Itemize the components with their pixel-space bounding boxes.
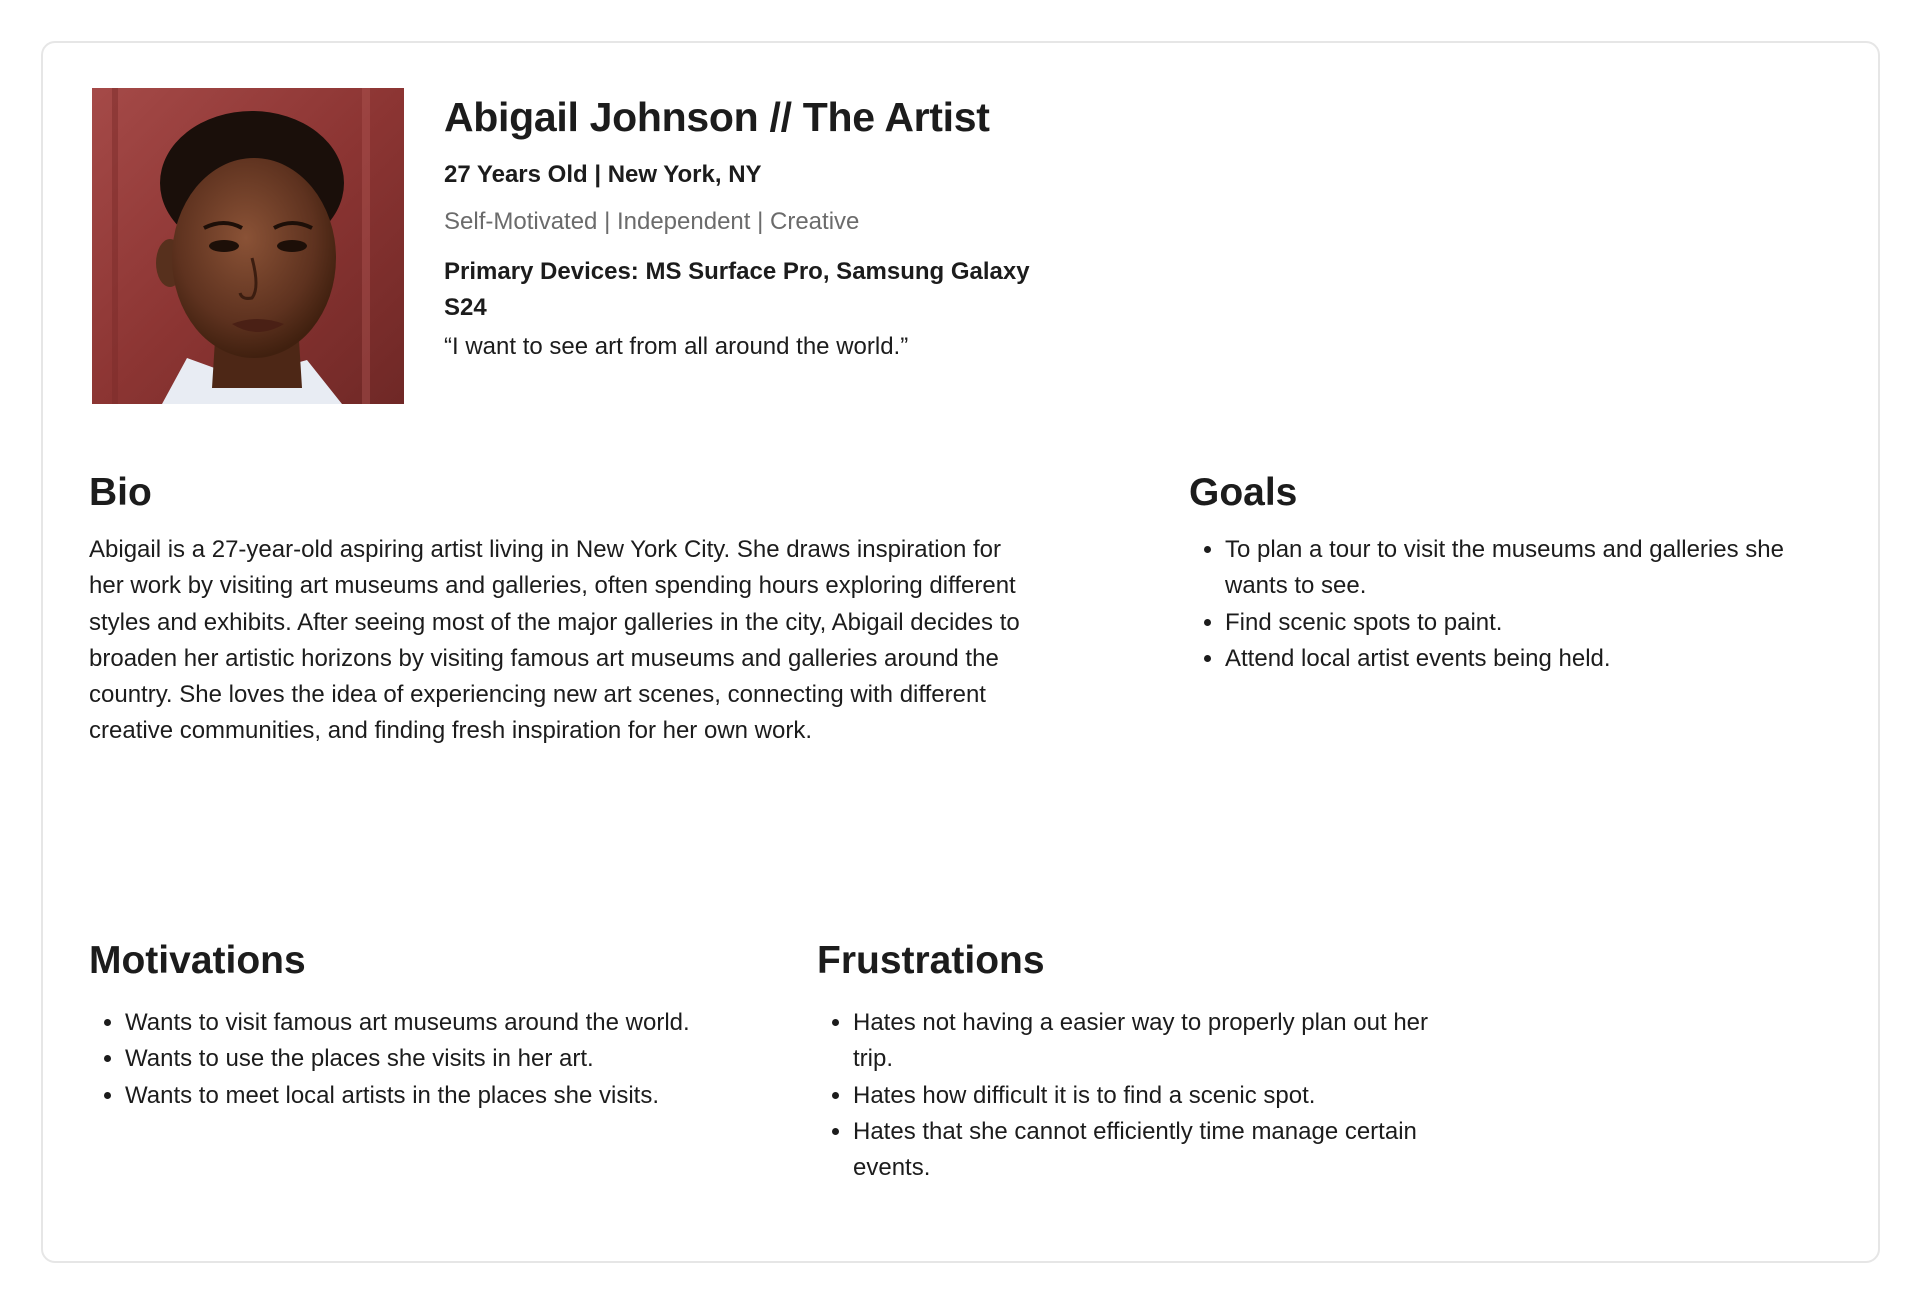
bio-title: Bio: [89, 471, 152, 514]
list-item: • Wants to meet local artists in the places she visits.: [125, 1078, 735, 1114]
motivations-list: [89, 1005, 735, 1114]
list-item: • Hates that she cannot efficiently time manage certain events.: [853, 1114, 1453, 1187]
list-item: • Wants to visit famous art museums around the world.: [125, 1005, 735, 1041]
bio-text: Abigail is a 27-year-old aspiring artist living in New York City. She draws inspiration for her work by visiting art museums and galleries, often spending hours exploring different styles and exhibits. After seeing most of the major galleries in the city, Abigail decides to broaden her artistic horizons by visiting famous art museums and galleries around the country. She loves the idea of experiencing new art scenes, connecting with different creative communities, and finding fresh inspiration for her own work.: [89, 536, 1020, 745]
persona-photo: [92, 88, 404, 404]
persona-age-location: 27 Years Old | New York, NY: [444, 161, 762, 188]
goals-title: Goals: [1189, 471, 1298, 514]
persona-name: Abigail Johnson // The Artist: [444, 94, 990, 140]
list-item: • Find scenic spots to paint.: [1225, 605, 1785, 641]
list-item: • Attend local artist events being held.: [1225, 641, 1785, 677]
motivations-title: Motivations: [89, 939, 306, 982]
persona-devices: Primary Devices: MS Surface Pro, Samsung Galaxy S24: [444, 258, 1030, 321]
persona-traits: Self-Motivated | Independent | Creative: [444, 208, 860, 235]
list-item: • To plan a tour to visit the museums and galleries she wants to see.: [1225, 532, 1785, 605]
list-item: • Wants to use the places she visits in her art.: [125, 1041, 735, 1077]
persona-quote: “I want to see art from all around the world.”: [444, 333, 909, 360]
frustrations-list: [817, 1005, 1453, 1186]
list-item: • Hates not having a easier way to properly plan out her trip.: [853, 1005, 1453, 1078]
goals-list: [1189, 532, 1785, 677]
frustrations-title: Frustrations: [817, 939, 1045, 982]
list-item: • Hates how difficult it is to find a scenic spot.: [853, 1078, 1453, 1114]
